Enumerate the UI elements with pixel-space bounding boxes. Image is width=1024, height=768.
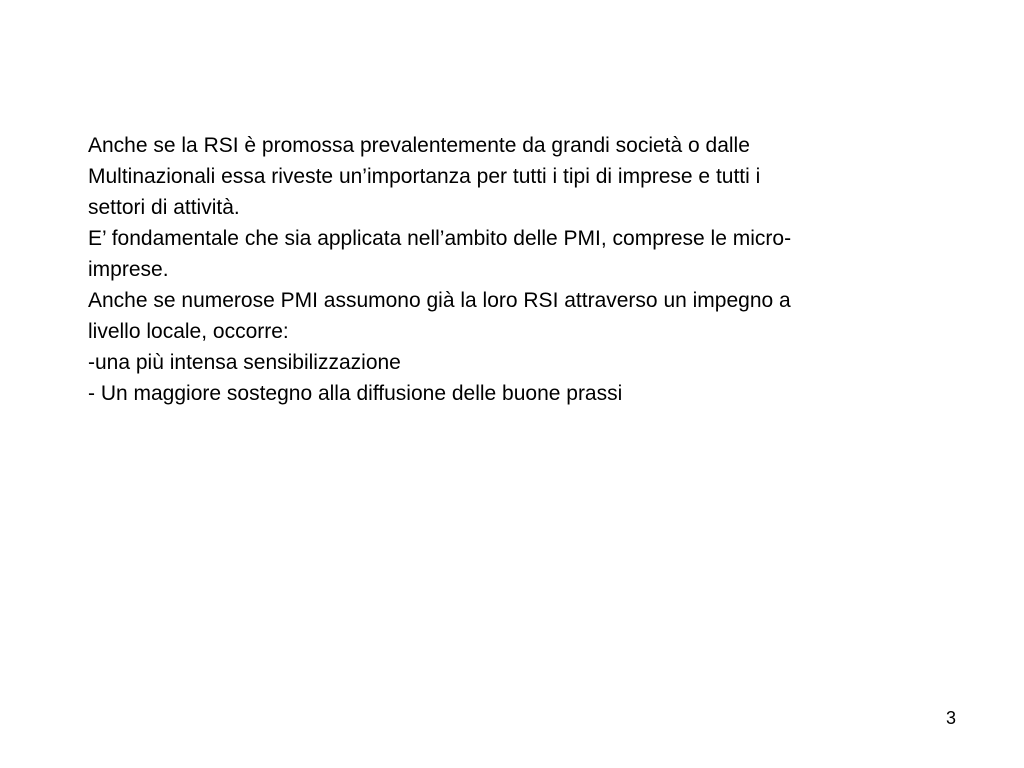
bullet-line: -una più intensa sensibilizzazione xyxy=(88,351,401,374)
text-line: Anche se la RSI è promossa prevalentemente da grandi società o dalle xyxy=(88,134,750,157)
text-line: E’ fondamentale che sia applicata nell’ambito delle PMI, comprese le micro- xyxy=(88,227,792,250)
text-line: livello locale, occorre: xyxy=(88,320,289,343)
text-line: Multinazionali essa riveste un’importanza per tutti i tipi di imprese e tutti i xyxy=(88,165,761,188)
bullet-line: - Un maggiore sostegno alla diffusione delle buone prassi xyxy=(88,382,623,405)
slide-body-text xyxy=(88,130,968,409)
page-number: 3 xyxy=(946,708,957,728)
text-line: Anche se numerose PMI assumono già la loro RSI attraverso un impegno a xyxy=(88,289,791,312)
text-line: settori di attività. xyxy=(88,196,240,219)
text-line: imprese. xyxy=(88,258,169,281)
